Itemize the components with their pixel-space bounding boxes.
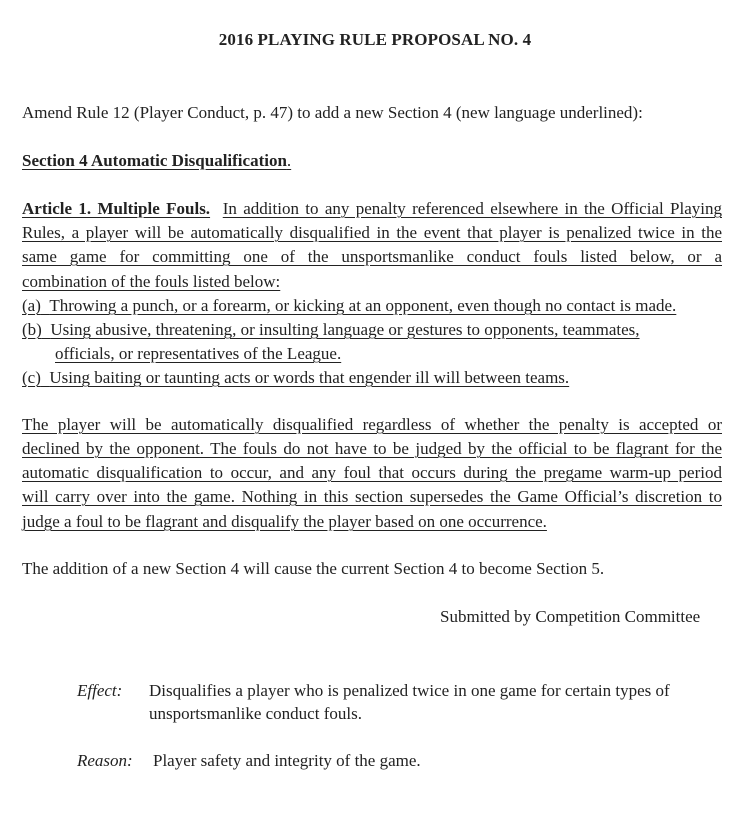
list-item <box>22 294 676 317</box>
paragraph-2-line <box>22 485 722 510</box>
paragraph-2-text: automatic disqualification to occur, and any foul that occurs during the pregame warm-up period <box>22 463 722 482</box>
intro-text: Amend Rule 12 (Player Conduct, p. 47) to add a new Section 4 (new language underlined): <box>22 103 643 122</box>
list-marker: (b) <box>22 320 42 339</box>
effect-label: Effect: <box>77 681 123 700</box>
article-text-4: combination of the fouls listed below: <box>22 272 281 291</box>
list-item-text: Using baiting or taunting acts or words that engender ill will between teams. <box>49 368 570 387</box>
article-line-4 <box>22 270 280 293</box>
article-line-3 <box>22 245 722 270</box>
addition-note: The addition of a new Section 4 will cause the current Section 4 to become Section 5. <box>22 559 605 578</box>
article-text-1: In addition to any penalty referenced elsewhere in the Official Playing <box>222 199 722 218</box>
paragraph-2-line <box>22 413 722 438</box>
section-heading-label: Section 4 Automatic Disqualification <box>22 151 287 170</box>
reason-label: Reason: <box>77 751 133 770</box>
list-item-text: Throwing a punch, or a forearm, or kicking at an opponent, even though no contact is made. <box>49 296 677 315</box>
paragraph-2-text: The player will be automatically disqualified regardless of whether the penalty is accepted or <box>22 415 722 434</box>
paragraph-2-text: declined by the opponent. The fouls do not have to be judged by the official to be flagrant for the <box>22 439 722 458</box>
article-label: Article 1. Multiple Fouls. <box>22 199 211 218</box>
list-item-continuation <box>55 342 341 365</box>
list-marker: (a) <box>22 296 41 315</box>
effect-text-1: Disqualifies a player who is penalized twice in one game for certain types of <box>149 681 670 700</box>
section-heading <box>22 149 291 172</box>
paragraph-2-line <box>22 437 722 462</box>
paragraph-2-text: will carry over into the game. Nothing in this section supersedes the Game Official’s discretion to <box>22 487 722 506</box>
list-item <box>22 318 640 341</box>
paragraph-2-line <box>22 510 547 533</box>
article-text-2: Rules, a player will be automatically disqualified in the event that player is penalized twice in the <box>22 223 722 242</box>
article-line-1 <box>22 197 722 222</box>
article-line-2 <box>22 221 722 246</box>
section-heading-period: . <box>286 151 292 170</box>
page-title: 2016 PLAYING RULE PROPOSAL NO. 4 <box>218 30 532 49</box>
reason-text: Player safety and integrity of the game. <box>153 751 421 770</box>
list-item-text: officials, or representatives of the League. <box>55 344 342 363</box>
list-marker: (c) <box>22 368 41 387</box>
list-item-text: Using abusive, threatening, or insulting language or gestures to opponents, teammates, <box>50 320 640 339</box>
paragraph-2-line <box>22 461 722 486</box>
submitted-by: Submitted by Competition Committee <box>440 607 701 626</box>
effect-text-2: unsportsmanlike conduct fouls. <box>149 704 362 723</box>
article-text-3: same game for committing one of the unsportsmanlike conduct fouls listed below, or a <box>22 247 722 266</box>
list-item <box>22 366 569 389</box>
paragraph-2-text: judge a foul to be flagrant and disqualify the player based on one occurrence. <box>22 512 547 531</box>
